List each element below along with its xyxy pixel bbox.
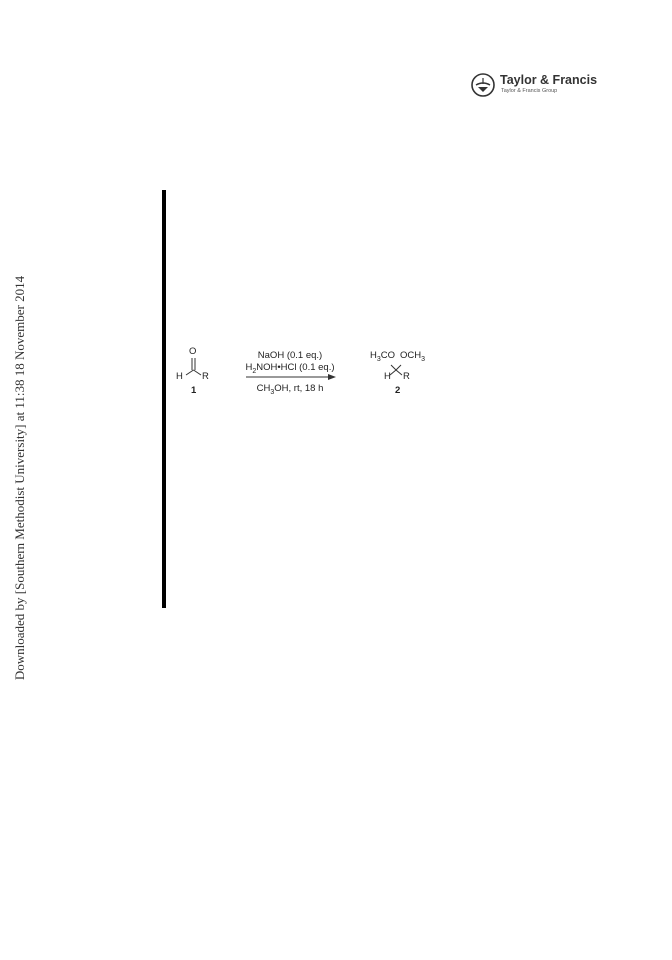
reactant-r-group: R xyxy=(202,371,209,382)
product-cr-bond xyxy=(396,370,402,375)
download-watermark: Downloaded by [Southern Methodist University] at 11:38 18 November 2014 xyxy=(12,275,27,681)
product-o-bond-left xyxy=(391,365,396,370)
taylor-francis-logo-icon xyxy=(470,72,496,98)
product-o-bond-right xyxy=(396,365,401,370)
reaction-arrow-head xyxy=(328,374,336,380)
publisher-logo[interactable] xyxy=(470,72,600,102)
condition-line-1: NaOH (0.1 eq.) xyxy=(257,350,323,361)
product-hydrogen: H xyxy=(384,371,391,382)
product-methoxy-left: $H_3CO$ xyxy=(370,350,396,363)
reactant-number: 1 xyxy=(191,385,197,396)
product-r-group: R xyxy=(403,371,410,382)
reaction-scheme xyxy=(160,330,490,400)
publisher-group: Taylor & Francis Group xyxy=(501,88,558,94)
reactant-ch-bond xyxy=(186,370,194,375)
reactant-cr-bond xyxy=(194,370,202,375)
condition-line-2: $H_2NOH•HCl$ (0.1 eq.) xyxy=(245,362,335,375)
product-methoxy-right: $OCH_3$ xyxy=(400,350,426,363)
reactant-oxygen: O xyxy=(189,346,197,357)
product-number: 2 xyxy=(395,385,401,396)
condition-line-3: $CH_3OH$, rt, 18 h xyxy=(256,383,324,396)
reactant-hydrogen: H xyxy=(176,371,183,382)
publisher-name: Taylor & Francis xyxy=(500,73,598,87)
